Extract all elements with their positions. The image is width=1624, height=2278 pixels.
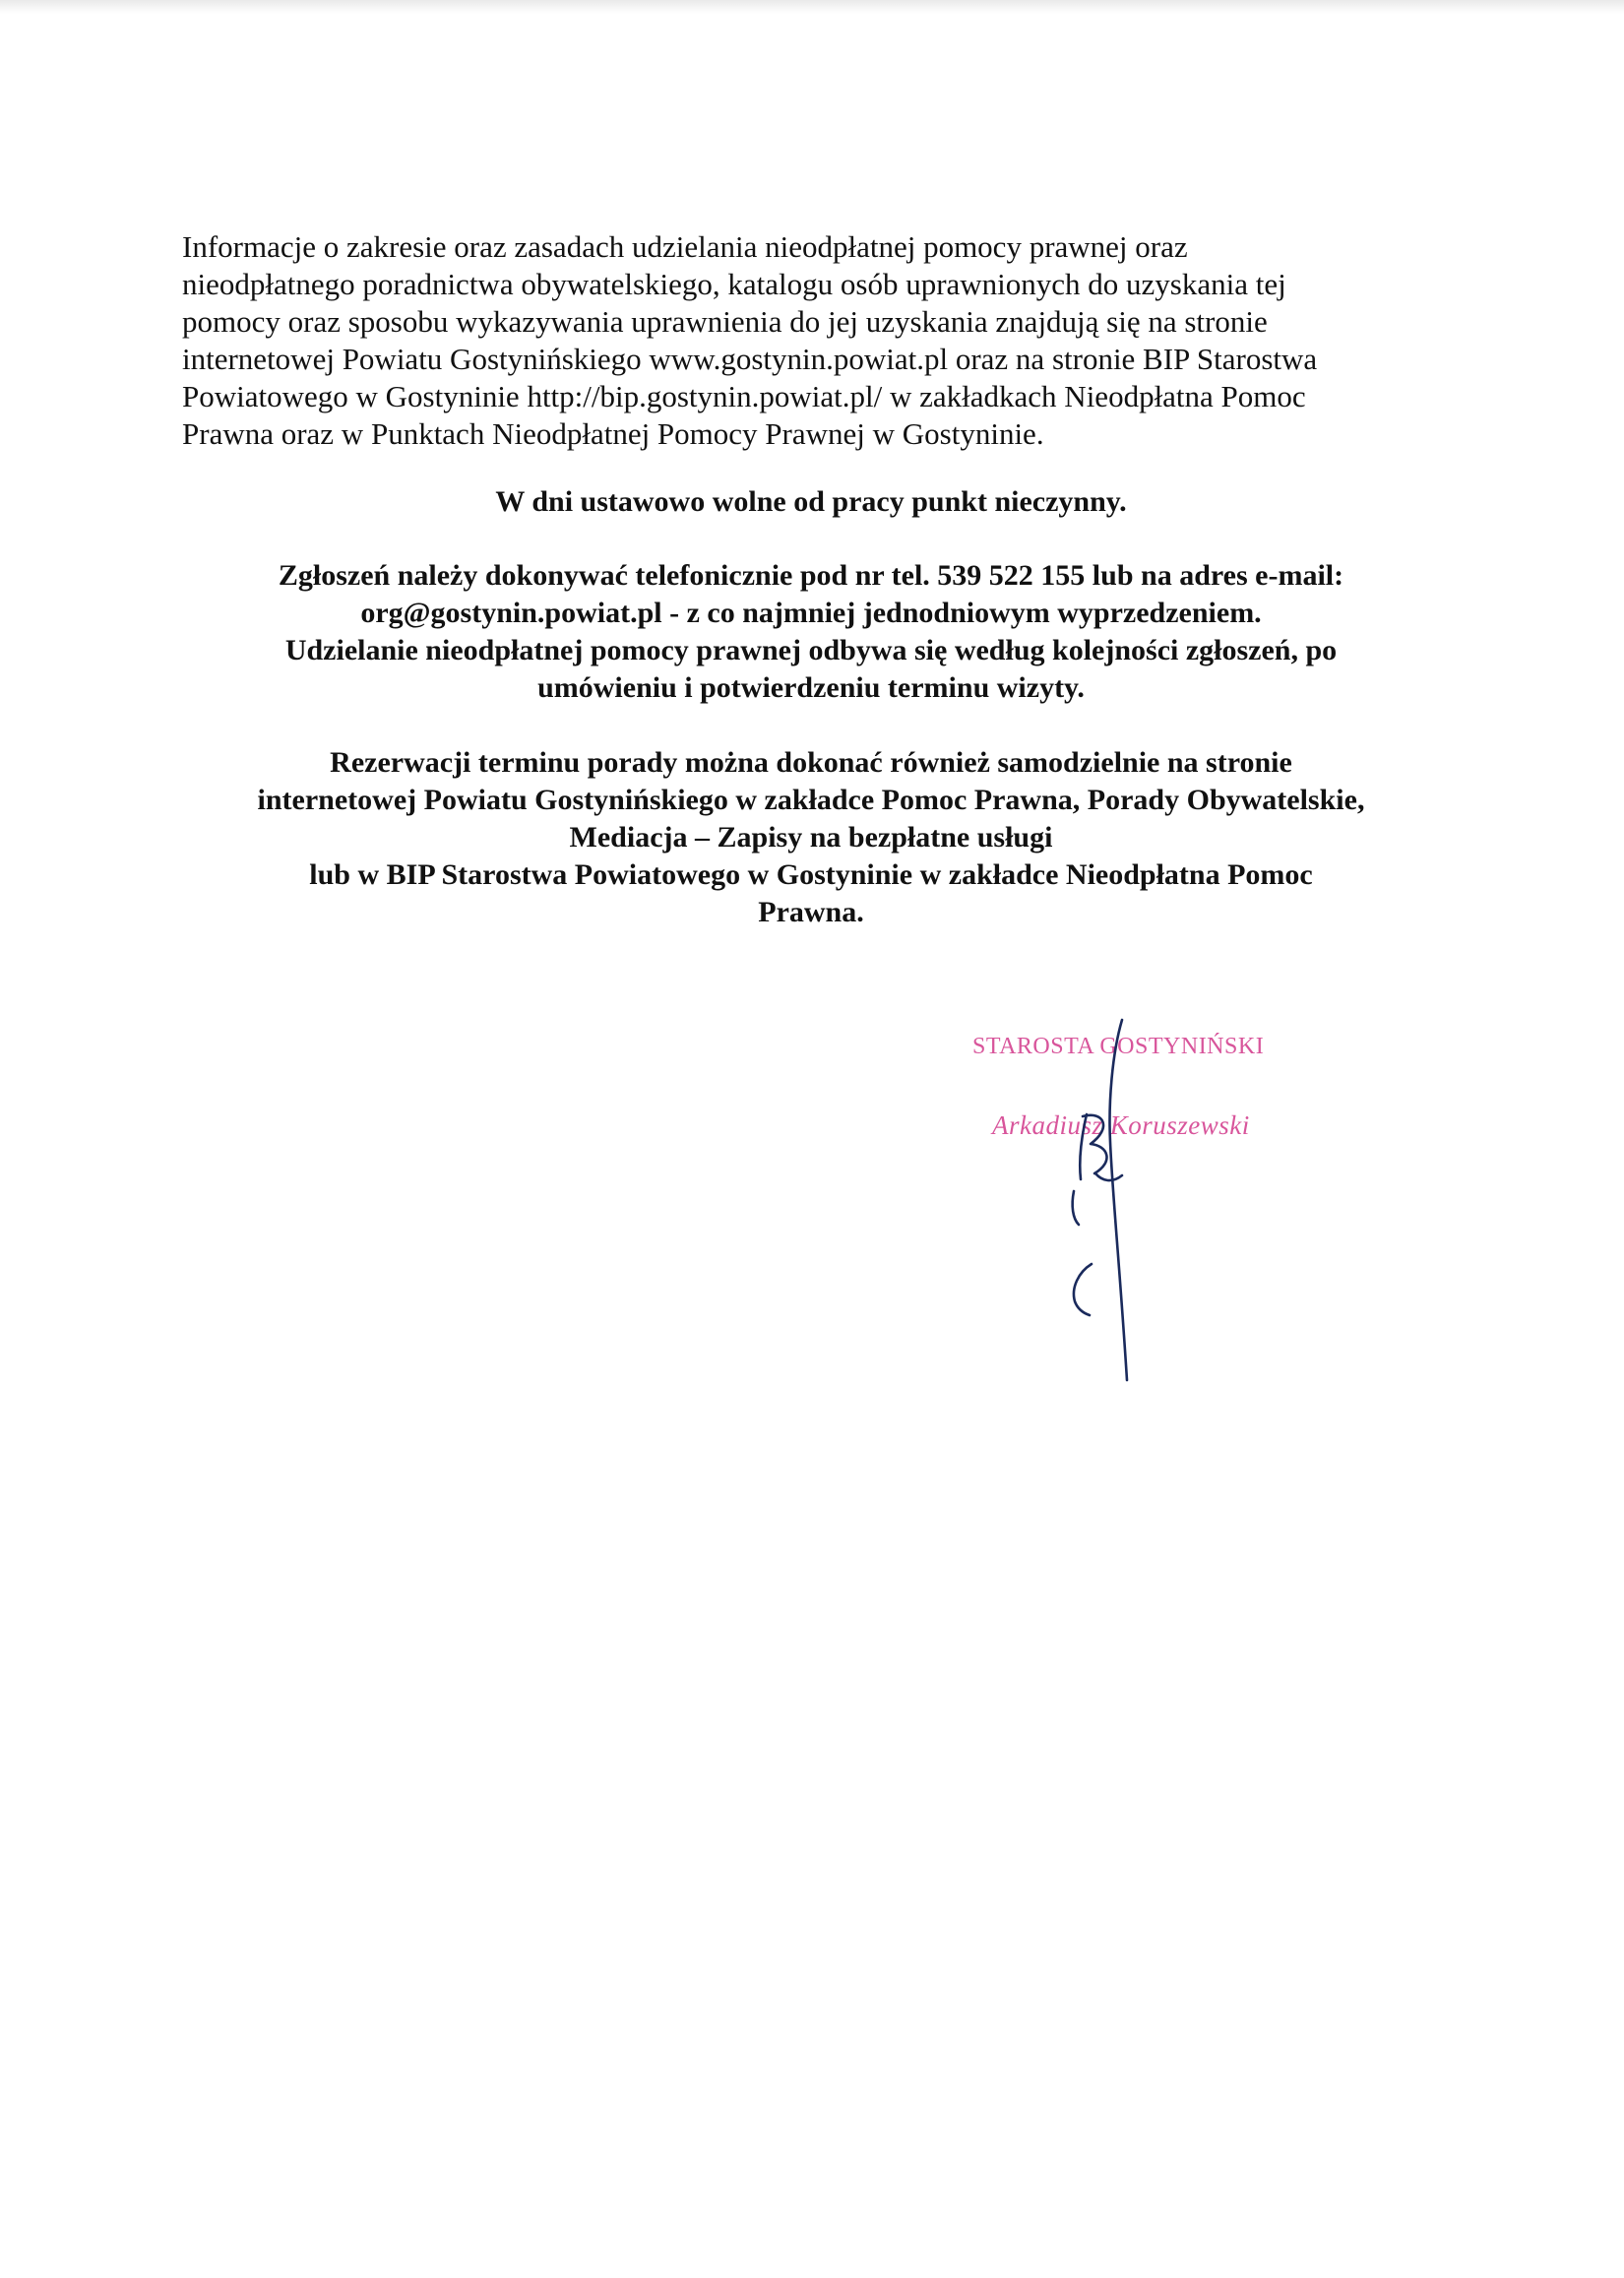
reservation-block: [182, 744, 1440, 931]
signature-stamp-area: [965, 1014, 1348, 1408]
reservation-line: Mediacja – Zapisy na bezpłatne usługi: [569, 821, 1053, 854]
contact-block: [182, 557, 1440, 707]
contact-line: umówieniu i potwierdzeniu terminu wizyty.: [537, 671, 1085, 704]
stamp-name: Arkadiusz Koruszewski: [992, 1110, 1250, 1140]
stamp-title: STAROSTA GOSTYNIŃSKI: [972, 1034, 1265, 1059]
intro-line: nieodpłatnego poradnictwa obywatelskiego, katalogu osób uprawnionych do uzyskania tej: [182, 267, 1286, 301]
reservation-line: Prawna.: [758, 896, 864, 928]
handwritten-signature: [965, 1014, 1348, 1408]
contact-line: Udzielanie nieodpłatnej pomocy prawnej odbywa się według kolejności zgłoszeń, po: [284, 634, 1338, 666]
intro-paragraph: [182, 228, 1440, 453]
reservation-line: Rezerwacji terminu porady można dokonać również samodzielnie na stronie: [330, 746, 1292, 779]
reservation-line: lub w BIP Starostwa Powiatowego w Gostyninie w zakładce Nieodpłatna Pomoc: [309, 858, 1313, 891]
intro-line: Powiatowego w Gostyninie http://bip.gostynin.powiat.pl/ w zakładkach Nieodpłatna Pomoc: [182, 379, 1306, 413]
signature-strokes: [1073, 1020, 1127, 1380]
closed-notice: W dni ustawowo wolne od pracy punkt nieczynny.: [495, 485, 1127, 518]
contact-line: Zgłoszeń należy dokonywać telefonicznie pod nr tel. 539 522 155 lub na adres e-mail:: [278, 559, 1344, 592]
document-body: [182, 228, 1440, 931]
scan-top-edge: [0, 0, 1624, 14]
contact-line: org@gostynin.powiat.pl - z co najmniej jednodniowym wyprzedzeniem.: [360, 597, 1262, 629]
intro-line: internetowej Powiatu Gostynińskiego www.gostynin.powiat.pl oraz na stronie BIP Starostwa: [182, 342, 1318, 376]
intro-line: pomocy oraz sposobu wykazywania uprawnienia do jej uzyskania znajdują się na stronie: [182, 304, 1268, 339]
reservation-line: internetowej Powiatu Gostynińskiego w zakładce Pomoc Prawna, Porady Obywatelskie,: [257, 784, 1365, 816]
intro-line: Informacje o zakresie oraz zasadach udzielania nieodpłatnej pomocy prawnej oraz: [182, 229, 1188, 264]
intro-line: Prawna oraz w Punktach Nieodpłatnej Pomocy Prawnej w Gostyninie.: [182, 416, 1044, 451]
